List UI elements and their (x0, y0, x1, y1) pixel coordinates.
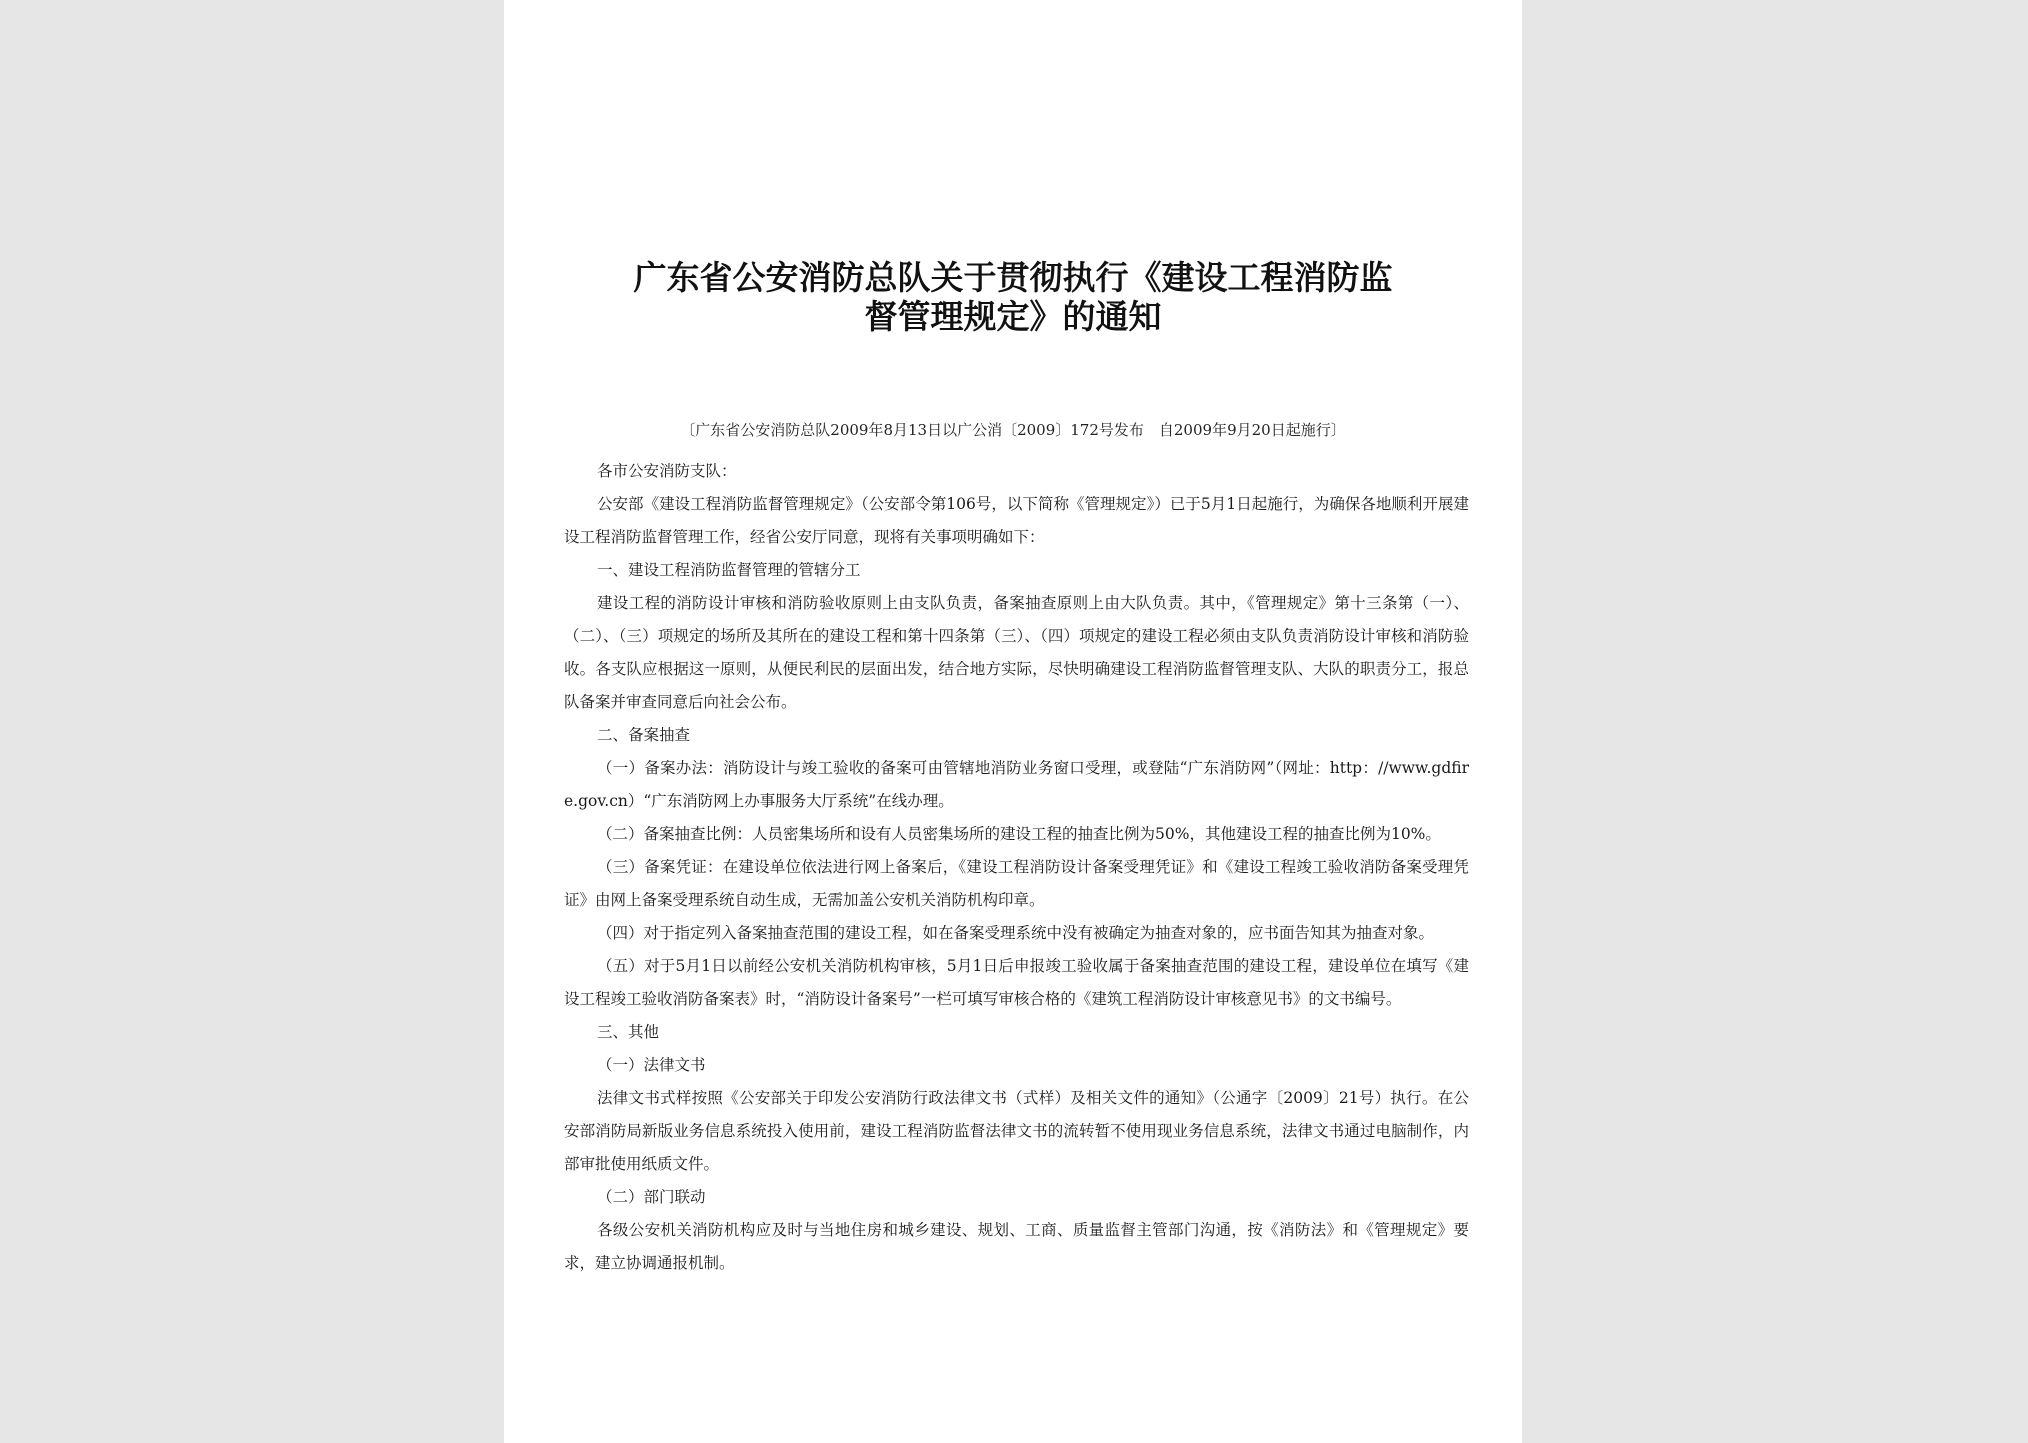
document-title (504, 258, 1522, 336)
title-line-2: 督管理规定》的通知 (864, 297, 1162, 336)
paragraph-transition: （五）对于5月1日以前经公安机关消防机构审核，5月1日后申报竣工验收属于备案抽查范围的建设工程，建设单位在填写《建设工程竣工验收消防备案表》时，“消防设计备案号”一栏可填写审核合格的《建筑工程消防设计审核意见书》的文书编号。 (564, 957, 1469, 1008)
paragraph-sampling-ratio: （二）备案抽查比例：人员密集场所和设有人员密集场所的建设工程的抽查比例为50%，其他建设工程的抽查比例为10%。 (597, 825, 1441, 843)
document-body (564, 455, 1469, 1280)
section-heading-2: 二、备案抽查 (597, 726, 691, 744)
section-heading-3: 三、其他 (597, 1023, 660, 1041)
document-page (504, 0, 1522, 1443)
paragraph-jurisdiction: 建设工程的消防设计审核和消防验收原则上由支队负责，备案抽查原则上由大队负责。其中，《管理规定》第十三条第（一）、（二）、（三）项规定的场所及其所在的建设工程和第十四条第（三）、（四）项规定的建设工程必须由支队负责消防设计审核和消防验收。各支队应根据这一原则，从便民利民的层面出发，结合地方实际，尽快明确建设工程消防监督管理支队、大队的职责分工，报总队备案并审查同意后向社会公布。 (564, 594, 1469, 711)
paragraph-designated-projects: （四）对于指定列入备案抽查范围的建设工程，如在备案受理系统中没有被确定为抽查对象的，应书面告知其为抽查对象。 (597, 924, 1435, 942)
paragraph-legal-documents: 法律文书式样按照《公安部关于印发公安消防行政法律文书（式样）及相关文件的通知》（公通字〔2009〕21号）执行。在公安部消防局新版业务信息系统投入使用前，建设工程消防监督法律文书的流转暂不使用现业务信息系统，法律文书通过电脑制作，内部审批使用纸质文件。 (564, 1089, 1469, 1173)
section-heading-1: 一、建设工程消防监督管理的管辖分工 (597, 561, 861, 579)
publication-note: 〔广东省公安消防总队2009年8月13日以广公消〔2009〕172号发布 自2009年9月20日起施行〕 (680, 421, 1346, 439)
paragraph-filing-certificate: （三）备案凭证：在建设单位依法进行网上备案后，《建设工程消防设计备案受理凭证》和《建设工程竣工验收消防备案受理凭证》由网上备案受理系统自动生成，无需加盖公安机关消防机构印章。 (564, 858, 1469, 909)
subheading-coordination: （二）部门联动 (597, 1188, 706, 1206)
paragraph-coordination: 各级公安机关消防机构应及时与当地住房和城乡建设、规划、工商、质量监督主管部门沟通，按《消防法》和《管理规定》要求，建立协调通报机制。 (564, 1221, 1469, 1272)
subheading-legal-documents: （一）法律文书 (597, 1056, 706, 1074)
paragraph-filing-method: （一）备案办法：消防设计与竣工验收的备案可由管辖地消防业务窗口受理，或登陆“广东消防网”（网址：http：//www.gdfire.gov.cn）“广东消防网上办事服务大厅系统”在线办理。 (564, 759, 1469, 810)
title-line-1: 广东省公安消防总队关于贯彻执行《建设工程消防监 (633, 258, 1393, 297)
intro-paragraph: 公安部《建设工程消防监督管理规定》（公安部令第106号，以下简称《管理规定》）已于5月1日起施行，为确保各地顺利开展建设工程消防监督管理工作，经省公安厅同意，现将有关事项明确如下： (564, 495, 1469, 546)
salutation: 各市公安消防支队： (597, 462, 737, 480)
